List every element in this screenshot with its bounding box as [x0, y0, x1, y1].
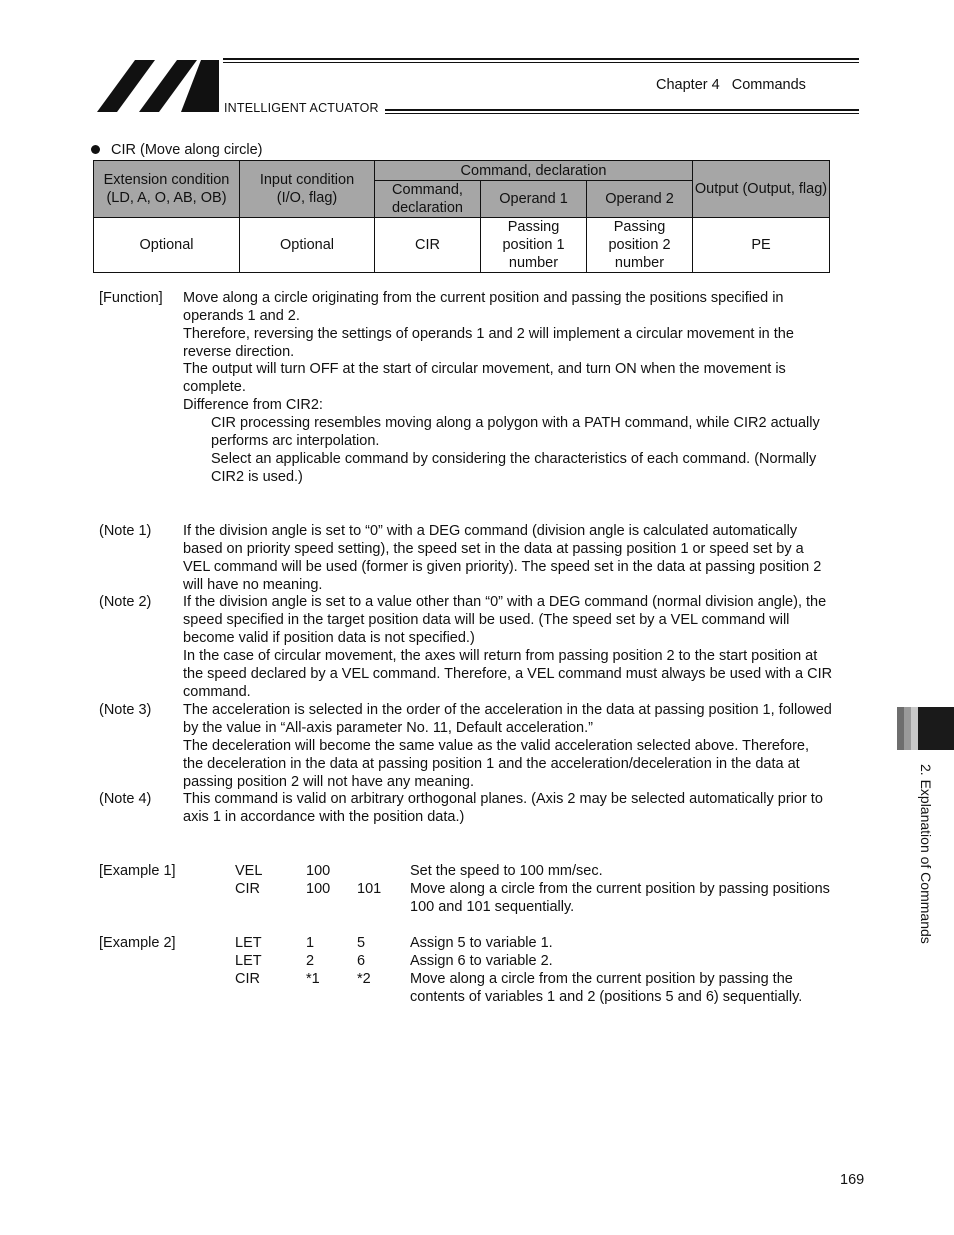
example-operand-1: 1: [306, 935, 315, 951]
example-description: Move along a circle from the current position by passing positions 100 and 101 sequentially.: [410, 881, 830, 915]
note-text: If the division angle is set to “0” with a DEG command (division angle is calculated automatically based on priority speed setting), the speed set in the data at passing position 1 or speed set by a VEL command will be used (former is given priority). The speed set in the data at passing position 2 will have no meaning.: [183, 523, 822, 593]
section-tab-marker: [918, 707, 954, 750]
chapter-heading: Chapter 4 Commands: [656, 77, 806, 93]
note-text: The acceleration is selected in the order of the acceleration in the data at passing position 1, followed by the value in “All-axis parameter No. 11, Default acceleration.”: [183, 702, 832, 736]
section-tab-shade: [904, 707, 911, 750]
header-operand-2: Operand 2: [587, 181, 693, 218]
header-extension-condition: Extension condition (LD, A, O, AB, OB): [94, 161, 240, 218]
example-command: VEL: [235, 863, 263, 879]
section-tab-label: 2. Explanation of Commands: [918, 764, 934, 944]
example-operand-2: 5: [357, 935, 366, 951]
cell-operand-2: Passing position 2 number: [587, 218, 693, 273]
function-line-2: Therefore, reversing the settings of operands 1 and 2 will implement a circular movement in the reverse direction.: [183, 326, 794, 360]
header-input-condition: Input condition (I/O, flag): [240, 161, 375, 218]
example-operand-1: 100: [306, 881, 331, 897]
cell-extension: Optional: [94, 218, 240, 273]
example-command: CIR: [235, 881, 260, 897]
header-rule: [223, 58, 859, 60]
note-label: (Note 2): [99, 594, 152, 610]
header-operand-1: Operand 1: [481, 181, 587, 218]
example-operand-1: 2: [306, 953, 315, 969]
example-operand-2: 6: [357, 953, 366, 969]
header-command-declaration: Command, declaration: [375, 181, 481, 218]
header-rule: [385, 109, 859, 111]
note-label: (Note 4): [99, 791, 152, 807]
example-description: Assign 5 to variable 1.: [410, 935, 553, 951]
bullet-icon: [91, 145, 100, 154]
function-line-4: Difference from CIR2:: [183, 397, 323, 413]
note-label: (Note 1): [99, 523, 152, 539]
function-line-3: The output will turn OFF at the start of circular movement, and turn ON when the movement is complete.: [183, 361, 786, 395]
example-operand-2: 101: [357, 881, 382, 897]
cell-input: Optional: [240, 218, 375, 273]
example-label: [Example 2]: [99, 935, 176, 951]
note-text: If the division angle is set to a value other than “0” with a DEG command (normal division angle), the speed specified in the target position data will be used. (The speed set by a VEL command will become valid if position data is not specified.): [183, 594, 827, 646]
example-description: Move along a circle from the current position by passing the contents of variables 1 and 2 (positions 5 and 6) sequentially.: [410, 971, 803, 1005]
note-text: The deceleration will become the same value as the valid acceleration selected above. Therefore, the deceleration in the data at passing position 1 and the acceleration/deceleration in the data at passing position 2 will not have any meaning.: [183, 738, 810, 790]
function-line-1: Move along a circle originating from the current position and passing the positions specified in operands 1 and 2.: [183, 290, 784, 324]
page-number: 169: [840, 1172, 865, 1188]
header-command-declaration-group: Command, declaration: [375, 161, 693, 181]
example-operand-2: *2: [357, 971, 371, 987]
example-label: [Example 1]: [99, 863, 176, 879]
function-sub-line-1: CIR processing resembles moving along a polygon with a PATH command, while CIR2 actually performs arc interpolation.: [211, 415, 820, 449]
note-label: (Note 3): [99, 702, 152, 718]
command-title: CIR (Move along circle): [111, 142, 263, 158]
cell-command: CIR: [375, 218, 481, 273]
note-text: This command is valid on arbitrary orthogonal planes. (Axis 2 may be selected automatically prior to axis 1 in accordance with the position data.): [183, 791, 823, 825]
example-command: LET: [235, 953, 262, 969]
example-description: Assign 6 to variable 2.: [410, 953, 553, 969]
example-description: Set the speed to 100 mm/sec.: [410, 863, 603, 879]
example-operand-1: 100: [306, 863, 331, 879]
section-tab-shade: [911, 707, 918, 750]
example-command: LET: [235, 935, 262, 951]
section-tab-shade: [897, 707, 904, 750]
cell-output: PE: [693, 218, 830, 273]
function-label: [Function]: [99, 290, 163, 306]
header-output: Output (Output, flag): [693, 161, 830, 218]
example-command: CIR: [235, 971, 260, 987]
command-spec-table: [93, 160, 830, 273]
header-rule: [385, 113, 859, 114]
logo-text: INTELLIGENT ACTUATOR: [224, 101, 379, 115]
iai-logo: [97, 60, 219, 112]
header-rule: [223, 62, 859, 63]
note-text: In the case of circular movement, the axes will return from passing position 2 to the start position at the speed declared by a VEL command. Therefore, a VEL command must always be used with a CIR command.: [183, 648, 833, 700]
function-sub-line-2: Select an applicable command by considering the characteristics of each command. (Normally CIR2 is used.): [211, 451, 817, 485]
example-operand-1: *1: [306, 971, 320, 987]
cell-operand-1: Passing position 1 number: [481, 218, 587, 273]
